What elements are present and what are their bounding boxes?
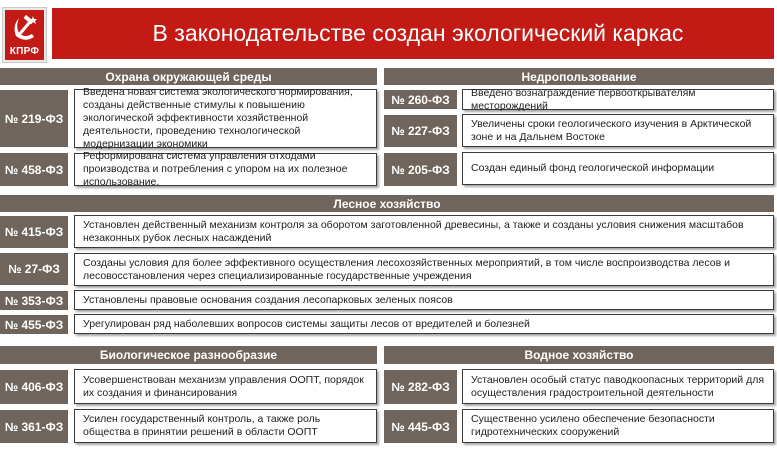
law-description <box>462 86 774 112</box>
law-text: Усилен государственный контроль, а также роль общества в принятии решений в области ООПТ <box>83 413 321 438</box>
law-text: Увеличены сроки геологического изучения в Арктической зоне и на Дальнем Востоке <box>471 117 752 143</box>
law-description <box>74 409 377 443</box>
law-description <box>462 152 774 185</box>
law-number: № 353-ФЗ <box>0 291 68 310</box>
law-number: № 282-ФЗ <box>384 370 457 404</box>
section-title-water: Водное хозяйство <box>384 346 774 364</box>
law-number: № 27-ФЗ <box>0 253 68 285</box>
law-text: Введена новая система экологического нормирования, созданы действенные стимулы к повышению экологической эффективности хозяйственной деятельности, проведению технологической модернизации экономики <box>83 86 353 150</box>
kprf-logo <box>3 8 46 62</box>
law-number: № 227-ФЗ <box>384 115 457 147</box>
section-title-environment: Охрана окружающей среды <box>0 68 377 85</box>
law-description <box>74 369 377 404</box>
section-title-forestry: Лесное хозяйство <box>0 195 774 212</box>
law-text: Установлены правовые основания создания лесопарковых зеленых поясов <box>83 293 453 306</box>
law-description <box>74 290 774 310</box>
law-number: № 219-ФЗ <box>0 90 68 147</box>
law-text: Создан единый фонд геологической информации <box>471 162 715 174</box>
law-text: Усовершенствован механизм управления ООПТ, порядок их создания и финансирования <box>83 373 364 399</box>
law-description <box>74 253 774 286</box>
logo-text: КПРФ <box>9 46 40 57</box>
law-number: № 406-ФЗ <box>0 370 68 404</box>
law-description <box>462 409 774 443</box>
law-text: Установлен действенный механизм контроля за оборотом заготовленной древесины, а также и созданы условия снижения масштабов незаконных рубок лесных насаждений <box>83 218 744 244</box>
law-text: Установлен особый статус паводкоопасных территорий для осуществления градостроительной деятельности <box>471 373 765 399</box>
law-number: № 361-ФЗ <box>0 410 68 443</box>
law-description <box>74 215 774 248</box>
law-description <box>462 114 774 147</box>
law-text: Введено вознаграждение первооткрывателям месторождений <box>471 86 696 112</box>
law-number: № 260-ФЗ <box>384 90 457 109</box>
law-number: № 458-ФЗ <box>0 153 68 186</box>
hammer-sickle-icon <box>11 14 39 44</box>
law-number: № 205-ФЗ <box>384 153 457 186</box>
law-number: № 455-ФЗ <box>0 315 68 334</box>
law-number: № 415-ФЗ <box>0 216 68 248</box>
law-number: № 445-ФЗ <box>384 410 457 443</box>
law-text: Урегулирован ряд наболевших вопросов системы защиты лесов от вредителей и болезней <box>83 317 530 330</box>
law-text: Существенно усилено обеспечение безопасности гидротехнических сооружений <box>471 413 715 438</box>
law-description <box>74 86 377 150</box>
law-description <box>74 150 377 188</box>
section-title-subsoil: Недропользование <box>384 68 774 85</box>
law-description <box>74 314 774 334</box>
section-title-biodiversity: Биологическое разнообразие <box>0 346 377 364</box>
law-description <box>462 369 774 404</box>
law-text: Реформирована система управления отходами производства и потребления с упором на их полезное использование. <box>83 150 348 188</box>
law-text: Созданы условия для более эффективного осуществления лесохозяйственных мероприятий, в том числе воспроизводства лесов и лесовосстановления через специализированные государственные учреждения <box>83 256 730 282</box>
page-title: В законодательстве создан экологический каркас <box>52 8 774 59</box>
